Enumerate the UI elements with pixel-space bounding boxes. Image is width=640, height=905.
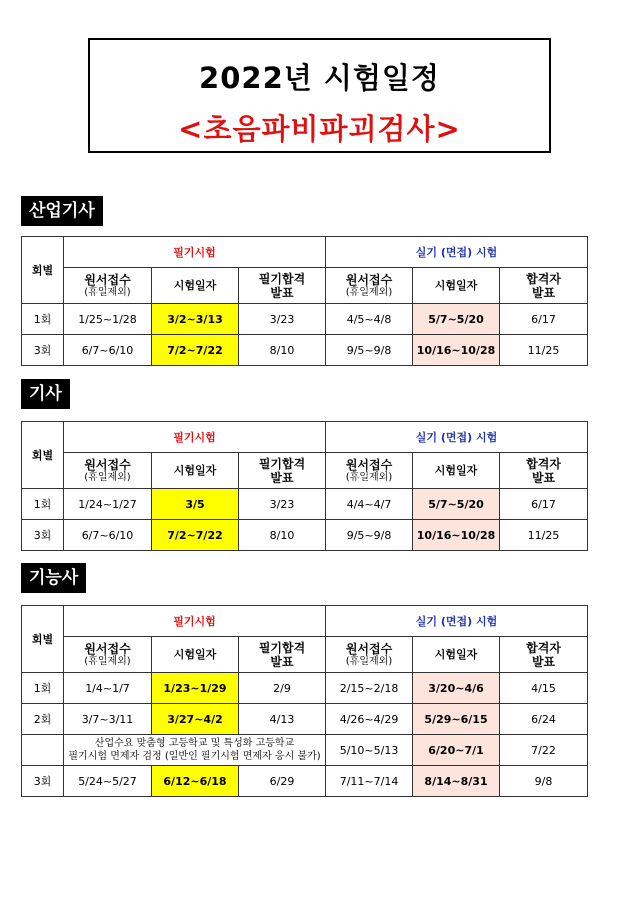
practical-apply-cell: 4/26~4/29 (326, 704, 413, 735)
final-result-cell: 11/25 (500, 520, 588, 551)
schedule-table-engineer (21, 421, 588, 551)
table-row (22, 335, 588, 366)
written-result-header: 필기합격 발표 (239, 268, 326, 304)
round-cell: 2회 (22, 704, 64, 735)
written-result-cell: 3/23 (239, 304, 326, 335)
written-result-cell: 3/23 (239, 489, 326, 520)
written-exam-cell: 7/2~7/22 (152, 335, 239, 366)
schedule-table-industrial-engineer (21, 236, 588, 366)
exam-date-header: 시험일자 (413, 453, 500, 489)
written-exam-header: 필기시험 (64, 237, 326, 268)
apply-header: 원서접수 (휴일제외) (64, 453, 152, 489)
written-exam-cell: 3/27~4/2 (152, 704, 239, 735)
final-result-cell: 6/24 (500, 704, 588, 735)
final-result-cell: 11/25 (500, 335, 588, 366)
practical-apply-cell: 9/5~9/8 (326, 335, 413, 366)
apply-header: 원서접수 (휴일제외) (64, 637, 152, 673)
written-exam-cell: 1/23~1/29 (152, 673, 239, 704)
written-apply-cell: 6/7~6/10 (64, 520, 152, 551)
round-cell (22, 735, 64, 766)
written-apply-cell: 1/25~1/28 (64, 304, 152, 335)
practical-apply-cell: 4/5~4/8 (326, 304, 413, 335)
final-result-cell: 4/15 (500, 673, 588, 704)
written-exam-cell: 3/2~3/13 (152, 304, 239, 335)
written-apply-cell: 5/24~5/27 (64, 766, 152, 797)
written-result-header: 필기합격 발표 (239, 637, 326, 673)
exam-date-header: 시험일자 (413, 268, 500, 304)
table-row (22, 520, 588, 551)
practical-exam-cell: 10/16~10/28 (413, 335, 500, 366)
written-result-header: 필기합격 발표 (239, 453, 326, 489)
written-exam-cell: 6/12~6/18 (152, 766, 239, 797)
exemption-note-cell (64, 735, 326, 766)
final-result-header: 합격자 발표 (500, 637, 588, 673)
practical-exam-cell: 10/16~10/28 (413, 520, 500, 551)
table-row (22, 766, 588, 797)
written-apply-cell: 3/7~3/11 (64, 704, 152, 735)
page-subtitle: <초음파비파괴검사> (178, 112, 461, 146)
practical-apply-cell: 2/15~2/18 (326, 673, 413, 704)
written-apply-cell: 6/7~6/10 (64, 335, 152, 366)
written-exam-cell: 3/5 (152, 489, 239, 520)
exam-date-header: 시험일자 (152, 268, 239, 304)
apply-header: 원서접수 (휴일제외) (64, 268, 152, 304)
practical-apply-cell: 7/11~7/14 (326, 766, 413, 797)
final-result-header: 합격자 발표 (500, 268, 588, 304)
exam-date-header: 시험일자 (152, 453, 239, 489)
table-row (22, 489, 588, 520)
round-cell: 3회 (22, 520, 64, 551)
final-result-header: 합격자 발표 (500, 453, 588, 489)
page-title: 2022년 시험일정 (199, 61, 440, 95)
final-result-cell: 6/17 (500, 304, 588, 335)
final-result-cell: 7/22 (500, 735, 588, 766)
round-header: 회별 (22, 422, 64, 489)
practical-apply-cell: 5/10~5/13 (326, 735, 413, 766)
written-apply-cell: 1/4~1/7 (64, 673, 152, 704)
practical-apply-cell: 9/5~9/8 (326, 520, 413, 551)
practical-exam-header: 실기 (면접) 시험 (326, 422, 588, 453)
exam-date-header: 시험일자 (152, 637, 239, 673)
written-result-cell: 2/9 (239, 673, 326, 704)
written-result-cell: 4/13 (239, 704, 326, 735)
apply-header: 원서접수 (휴일제외) (326, 637, 413, 673)
apply-header: 원서접수 (휴일제외) (326, 268, 413, 304)
practical-exam-header: 실기 (면접) 시험 (326, 606, 588, 637)
written-exam-header: 필기시험 (64, 422, 326, 453)
written-apply-cell: 1/24~1/27 (64, 489, 152, 520)
section-label-industrial-engineer: 산업기사 (21, 196, 103, 226)
table-row (22, 304, 588, 335)
section-label-craftsman: 기능사 (21, 563, 86, 593)
round-cell: 1회 (22, 489, 64, 520)
table-row (22, 735, 588, 766)
final-result-cell: 6/17 (500, 489, 588, 520)
title-box (88, 38, 551, 153)
round-cell: 3회 (22, 766, 64, 797)
round-cell: 3회 (22, 335, 64, 366)
written-result-cell: 8/10 (239, 335, 326, 366)
practical-exam-cell: 5/7~5/20 (413, 489, 500, 520)
apply-header: 원서접수 (휴일제외) (326, 453, 413, 489)
written-exam-header: 필기시험 (64, 606, 326, 637)
table-row (22, 673, 588, 704)
practical-exam-cell: 6/20~7/1 (413, 735, 500, 766)
section-label-engineer: 기사 (21, 379, 70, 409)
schedule-table-craftsman (21, 605, 588, 797)
round-cell: 1회 (22, 673, 64, 704)
round-header: 회별 (22, 237, 64, 304)
written-result-cell: 6/29 (239, 766, 326, 797)
round-cell: 1회 (22, 304, 64, 335)
practical-exam-cell: 5/7~5/20 (413, 304, 500, 335)
exemption-note-line: 필기시험 면제자 검정 (일반인 필기시험 면제자 응시 불가) (68, 751, 321, 762)
practical-exam-header: 실기 (면접) 시험 (326, 237, 588, 268)
practical-exam-cell: 8/14~8/31 (413, 766, 500, 797)
exemption-note-line: 산업수요 맞춤형 고등학교 및 특성화 고등학교 (94, 738, 295, 749)
round-header: 회별 (22, 606, 64, 673)
practical-apply-cell: 4/4~4/7 (326, 489, 413, 520)
written-result-cell: 8/10 (239, 520, 326, 551)
final-result-cell: 9/8 (500, 766, 588, 797)
table-row (22, 704, 588, 735)
practical-exam-cell: 3/20~4/6 (413, 673, 500, 704)
exam-date-header: 시험일자 (413, 637, 500, 673)
written-exam-cell: 7/2~7/22 (152, 520, 239, 551)
practical-exam-cell: 5/29~6/15 (413, 704, 500, 735)
